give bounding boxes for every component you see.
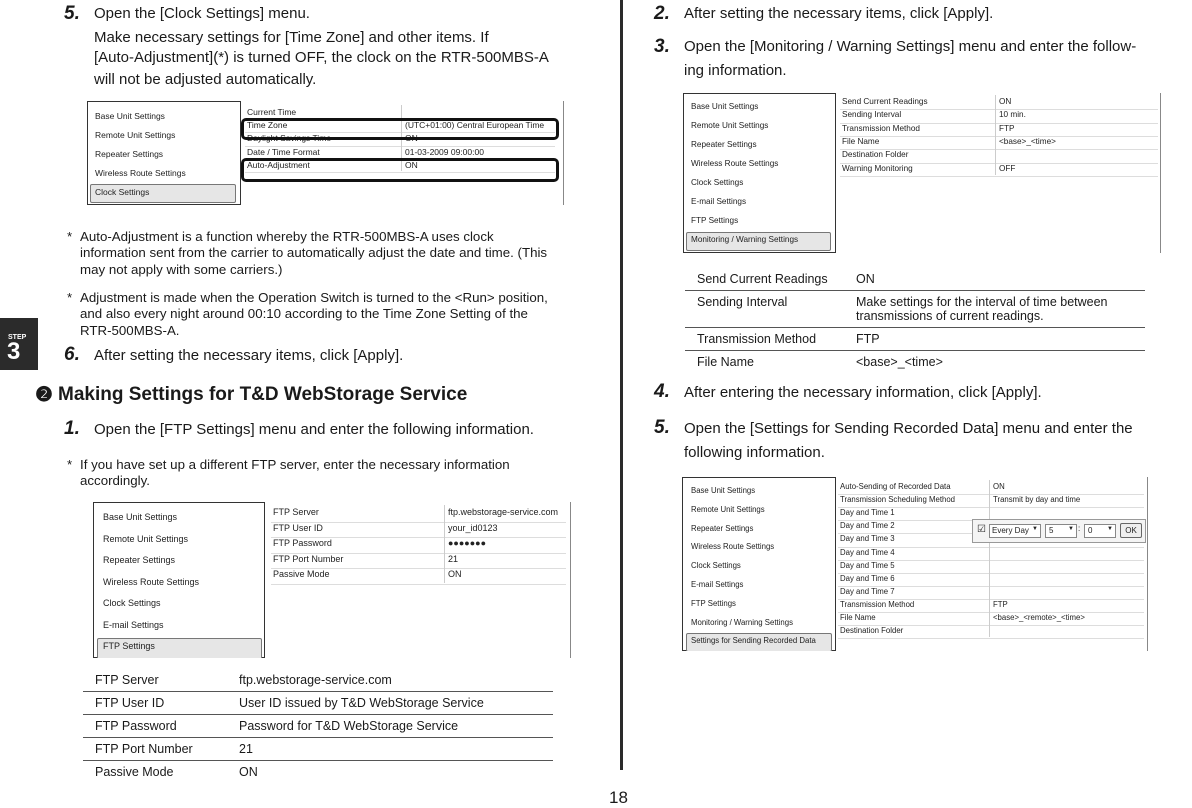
- setting-label: Transmission Scheduling Method: [840, 495, 955, 505]
- table-cell-value: ON: [844, 268, 1145, 291]
- table-cell-value: 21: [227, 738, 553, 761]
- sidebar-menu-item[interactable]: FTP Settings: [103, 641, 155, 651]
- step-5-number: 5.: [64, 3, 80, 24]
- ok-button[interactable]: OK: [1120, 523, 1142, 538]
- hour-select-value: 5: [1049, 526, 1054, 535]
- table-cell-label: FTP User ID: [83, 692, 227, 715]
- column-separator: [444, 505, 445, 583]
- note-1-line1: Auto-Adjustment is a function whereby the RTR-500MBS-A uses clock: [80, 229, 494, 244]
- setting-label: Send Current Readings: [842, 97, 928, 106]
- note-3-line1: If you have set up a different FTP server, enter the necessary information: [80, 457, 510, 472]
- setting-label: Destination Folder: [840, 626, 904, 636]
- note-3-line2: accordingly.: [80, 473, 150, 488]
- note-2-line1: Adjustment is made when the Operation Switch is turned to the <Run> position,: [80, 290, 548, 305]
- setting-label: Date / Time Format: [247, 146, 320, 157]
- step-tab: [0, 318, 38, 370]
- setting-label: Auto-Adjustment: [247, 159, 310, 170]
- step-4-text: After entering the necessary information, click [Apply].: [684, 384, 1042, 401]
- sidebar-menu-item[interactable]: Clock Settings: [103, 598, 161, 608]
- column-separator: [989, 480, 990, 637]
- table-cell-value: Make settings for the interval of time between transmissions of current readings.: [844, 291, 1145, 328]
- table-row: [83, 738, 553, 761]
- step-tab-label: STEP: [8, 334, 27, 341]
- row-separator: [840, 176, 1158, 177]
- table-row: [83, 669, 553, 692]
- note-1-line3: may not apply with some carriers.): [80, 262, 283, 277]
- table-cell-value: User ID issued by T&D WebStorage Service: [227, 692, 553, 715]
- sidebar-menu-item[interactable]: Remote Unit Settings: [95, 130, 176, 140]
- row-separator: [838, 612, 1144, 613]
- table-row: [685, 328, 1145, 351]
- setting-label: Day and Time 4: [840, 547, 895, 557]
- step-5r-number: 5.: [654, 417, 670, 438]
- table-cell-label: FTP Server: [83, 669, 227, 692]
- table-cell-value: ON: [239, 765, 258, 779]
- table-row: [83, 692, 553, 715]
- table-cell-label: Transmission Method: [685, 328, 844, 351]
- day-select[interactable]: [989, 524, 1041, 538]
- setting-label: FTP Password: [273, 538, 332, 548]
- sidebar-menu-item[interactable]: Base Unit Settings: [691, 102, 759, 111]
- sidebar-menu-item[interactable]: Remote Unit Settings: [103, 533, 189, 544]
- monitoring-sidebar: [683, 93, 836, 253]
- table-cell-value: ftp.webstorage-service.com: [227, 669, 553, 692]
- setting-label: Current Time: [247, 107, 297, 117]
- section-bullet: ❷: [35, 384, 53, 406]
- sidebar-menu-item[interactable]: E-mail Settings: [691, 580, 744, 589]
- setting-value[interactable]: ●●●●●●●: [448, 538, 487, 548]
- setting-value[interactable]: 10 min.: [999, 110, 1026, 120]
- sidebar-menu-item[interactable]: Wireless Route Settings: [95, 168, 186, 178]
- setting-label: FTP User ID: [273, 522, 323, 533]
- time-separator: :: [1078, 524, 1081, 533]
- note-2-line2: and also every night around 00:10 according to the Time Zone Setting of the: [80, 306, 528, 321]
- step-3-line1: Open the [Monitoring / Warning Settings] menu and enter the follow-: [684, 38, 1137, 55]
- sidebar-menu-item[interactable]: FTP Settings: [691, 216, 739, 225]
- table-row: [685, 268, 1145, 291]
- row-separator: [271, 584, 566, 585]
- setting-value[interactable]: 01-03-2009 09:00:00: [405, 146, 484, 157]
- recorded-data-settings-screenshot: [682, 477, 1148, 651]
- step-3-number: 3.: [654, 36, 670, 57]
- table-cell-label: Passive Mode: [95, 765, 174, 779]
- chevron-down-icon: ▼: [1032, 526, 1038, 532]
- step-6-number: 6.: [64, 344, 80, 365]
- table-cell-label: Send Current Readings: [685, 268, 844, 291]
- table-cell-label: Sending Interval: [685, 291, 844, 328]
- setting-label: Sending Interval: [842, 110, 902, 120]
- section-title: Making Settings for T&D WebStorage Service: [58, 384, 468, 405]
- monitoring-settings-screenshot: [683, 93, 1161, 253]
- minute-select-value: 0: [1088, 526, 1093, 535]
- day-select-value: Every Day: [992, 526, 1029, 535]
- setting-label: Auto-Sending of Recorded Data: [840, 482, 951, 491]
- sidebar-menu-item[interactable]: Monitoring / Warning Settings: [691, 617, 793, 627]
- step-4-number: 4.: [654, 381, 670, 402]
- table-cell-label: FTP Password: [83, 715, 227, 738]
- step-1-text: Open the [FTP Settings] menu and enter the following information.: [94, 421, 534, 438]
- setting-label: FTP Port Number: [273, 553, 344, 564]
- table-cell-value: <base>_<time>: [856, 355, 943, 369]
- sidebar-menu-item[interactable]: Base Unit Settings: [691, 486, 756, 495]
- table-row: [685, 351, 1145, 374]
- sidebar-menu-item[interactable]: Base Unit Settings: [95, 111, 165, 121]
- step-5r-line1: Open the [Settings for Sending Recorded Data] menu and enter the: [684, 420, 1133, 437]
- sidebar-menu-item[interactable]: Remote Unit Settings: [691, 504, 765, 514]
- step-5-text: Open the [Clock Settings] menu.: [94, 5, 310, 22]
- step-2-text: After setting the necessary items, click [Apply].: [684, 5, 994, 22]
- hour-select[interactable]: [1045, 524, 1077, 538]
- sidebar-menu-item[interactable]: Remote Unit Settings: [691, 121, 769, 130]
- setting-value[interactable]: your_id0123: [448, 522, 498, 533]
- table-row: [83, 761, 553, 784]
- column-divider: [620, 0, 623, 770]
- setting-value[interactable]: FTP: [993, 599, 1008, 609]
- sidebar-menu-item[interactable]: Repeater Settings: [691, 523, 754, 533]
- sidebar-menu-item[interactable]: Repeater Settings: [691, 140, 757, 149]
- clock-settings-screenshot: [87, 101, 564, 205]
- table-cell-label: FTP Port Number: [83, 738, 227, 761]
- column-separator: [995, 95, 996, 175]
- setting-value[interactable]: FTP: [999, 123, 1015, 133]
- setting-value[interactable]: ON: [999, 97, 1012, 106]
- setting-value[interactable]: Transmit by day and time: [993, 495, 1081, 505]
- ftp-settings-table: [83, 669, 553, 783]
- setting-value[interactable]: <base>_<time>: [999, 136, 1056, 146]
- setting-label: Day and Time 1: [840, 508, 895, 518]
- setting-value[interactable]: ON: [448, 569, 462, 579]
- sidebar-menu-item[interactable]: Clock Settings: [691, 561, 741, 571]
- step-2-number: 2.: [654, 3, 670, 24]
- setting-value[interactable]: ON: [993, 482, 1005, 491]
- row-separator: [838, 638, 1144, 639]
- enable-checkbox[interactable]: ☑: [977, 524, 986, 535]
- step-3-line2: ing information.: [684, 62, 787, 79]
- table-cell-label: File Name: [697, 355, 754, 369]
- sidebar-menu-item[interactable]: FTP Settings: [691, 598, 736, 608]
- step-6-text: After setting the necessary items, click [Apply].: [94, 347, 404, 364]
- sidebar-menu-item[interactable]: E-mail Settings: [103, 619, 164, 630]
- sidebar-menu-item[interactable]: Wireless Route Settings: [691, 542, 775, 552]
- note-1-line2: information sent from the carrier to automatically adjust the date and time. (This: [80, 245, 548, 260]
- step-tab-number: 3: [7, 338, 21, 365]
- step-1-number: 1.: [64, 418, 80, 439]
- setting-value[interactable]: OFF: [999, 163, 1016, 173]
- setting-label: File Name: [840, 613, 876, 622]
- setting-value[interactable]: ftp.webstorage-service.com: [448, 507, 559, 517]
- sidebar-menu-item[interactable]: E-mail Settings: [691, 197, 747, 206]
- sidebar-menu-item[interactable]: Settings for Sending Recorded Data: [691, 636, 816, 646]
- step-5r-line2: following information.: [684, 444, 825, 461]
- setting-value[interactable]: <base>_<remote>_<time>: [993, 613, 1085, 622]
- step-5-line3: [Auto-Adjustment](*) is turned OFF, the clock on the RTR-500MBS-A: [94, 49, 549, 66]
- sidebar-menu-item[interactable]: Monitoring / Warning Settings: [691, 235, 799, 244]
- setting-label: Daylight Savings Time: [247, 133, 332, 144]
- page-number: 18: [609, 788, 628, 807]
- setting-label: Transmission Method: [840, 599, 915, 609]
- table-cell-value: FTP: [844, 328, 1145, 351]
- setting-value[interactable]: 21: [448, 553, 459, 564]
- highlight-frame: [241, 158, 559, 182]
- chevron-down-icon: ▼: [1107, 526, 1113, 532]
- note-1-mark: *: [67, 229, 73, 244]
- step-5-line4: will not be adjusted automatically.: [94, 71, 317, 88]
- setting-label: Day and Time 2: [840, 521, 895, 531]
- setting-label: Time Zone: [247, 120, 288, 131]
- setting-value[interactable]: ON: [405, 133, 418, 144]
- setting-value[interactable]: ON: [405, 159, 418, 170]
- chevron-down-icon: ▼: [1068, 526, 1074, 532]
- day-time-popup: [972, 519, 1146, 543]
- table-cell-value: Password for T&D WebStorage Service: [227, 715, 553, 738]
- monitoring-settings-table: [685, 268, 1145, 373]
- sidebar-menu-item[interactable]: Repeater Settings: [95, 149, 164, 159]
- setting-label: File Name: [842, 136, 880, 146]
- setting-label: FTP Server: [273, 507, 319, 517]
- sidebar-menu-item[interactable]: Wireless Route Settings: [103, 576, 200, 587]
- note-3-mark: *: [67, 457, 73, 472]
- setting-label: Passive Mode: [273, 569, 330, 579]
- table-row: [685, 291, 1145, 328]
- ftp-settings-screenshot: [93, 502, 571, 658]
- sidebar-menu-item[interactable]: Clock Settings: [95, 187, 150, 197]
- sidebar-menu-item[interactable]: Clock Settings: [691, 178, 744, 187]
- setting-label: Day and Time 6: [840, 573, 895, 583]
- sidebar-menu-item[interactable]: Repeater Settings: [103, 555, 176, 565]
- sidebar-menu-item[interactable]: Wireless Route Settings: [691, 159, 779, 168]
- highlight-frame: [241, 118, 559, 140]
- note-2-mark: *: [67, 290, 73, 305]
- setting-value[interactable]: (UTC+01:00) Central European Time: [405, 120, 545, 131]
- setting-label: Transmission Method: [842, 123, 920, 133]
- table-row: [83, 715, 553, 738]
- setting-label: Day and Time 7: [840, 586, 895, 596]
- setting-label: Day and Time 5: [840, 560, 895, 570]
- note-2-line3: RTR-500MBS-A.: [80, 323, 180, 338]
- setting-label: Day and Time 3: [840, 534, 895, 544]
- setting-label: Destination Folder: [842, 150, 909, 160]
- minute-select[interactable]: [1084, 524, 1116, 538]
- step-5-line2: Make necessary settings for [Time Zone] and other items. If: [94, 29, 489, 46]
- sidebar-menu-item[interactable]: Base Unit Settings: [103, 512, 178, 522]
- setting-label: Warning Monitoring: [842, 163, 913, 173]
